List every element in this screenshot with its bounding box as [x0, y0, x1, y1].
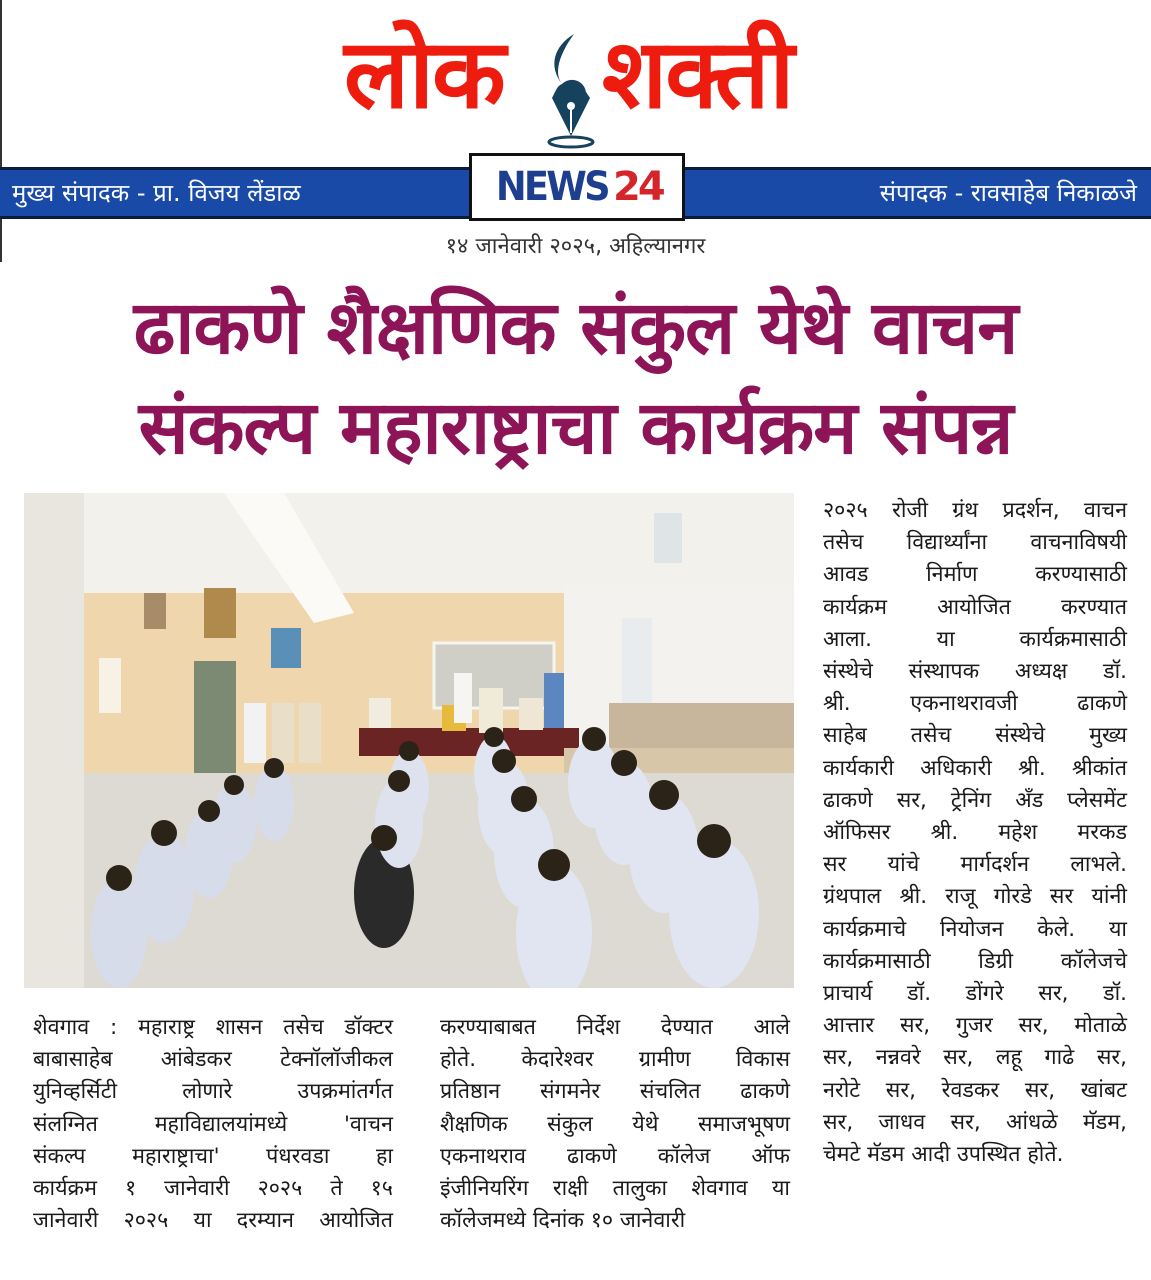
- column-line: आला. या कार्यक्रमासाठी: [823, 626, 1127, 652]
- column-line: आत्तार सर, गुजर सर, मोताळे: [823, 1013, 1127, 1039]
- column-line: करण्याबाबत निर्देश देण्यात आले: [440, 1015, 790, 1040]
- column-line: संलग्नित महाविद्यालयांमध्ये 'वाचन: [33, 1111, 393, 1137]
- article-column-1: [33, 1012, 393, 1237]
- news24-badge-text: NEWS: [496, 164, 609, 210]
- newspaper-logo: [340, 14, 840, 144]
- left-border-rule: [0, 0, 2, 262]
- column-line: ऑफिसर श्री. महेश मरकड: [823, 820, 1127, 846]
- event-photo: [24, 493, 794, 988]
- column-line: नरोटे सर, रेवडकर सर, खांबट: [823, 1077, 1127, 1103]
- column-line: आवड निर्माण करण्यासाठी: [823, 562, 1127, 588]
- column-line: सर यांचे मार्गदर्शन लाभले.: [823, 852, 1127, 878]
- column-line: प्रतिष्ठान संगमनेर संचलित ढाकणे: [440, 1079, 790, 1105]
- headline-line-2: संकल्प महाराष्ट्राचा कार्यक्रम संपन्न: [138, 385, 1013, 471]
- column-line: कार्यक्रम आयोजित करण्यात: [823, 594, 1127, 620]
- column-line: शैक्षणिक संकुल येथे समाजभूषण: [440, 1111, 790, 1137]
- column-line: कार्यक्रमासाठी डिग्री कॉलेजचे: [823, 948, 1127, 974]
- column-line: ढाकणे सर, ट्रेनिंग अँड प्लेसमेंट: [823, 787, 1127, 813]
- column-line: होते. केदारेश्वर ग्रामीण विकास: [440, 1047, 790, 1073]
- column-line: इंजीनियरिंग राक्षी तालुका शेवगाव या: [440, 1176, 790, 1202]
- masthead: [0, 0, 1151, 268]
- logo-word-shakti: शक्ती: [602, 18, 793, 130]
- chief-editor-credit: मुख्य संपादक - प्रा. विजय लेंडाळ: [12, 179, 301, 207]
- column-line: युनिव्हर्सिटी लोणारे उपक्रमांतर्गत: [33, 1079, 393, 1105]
- column-line: कार्यक्रम १ जानेवारी २०२५ ते १५: [33, 1176, 393, 1202]
- column-line: संस्थेचे संस्थापक अध्यक्ष डॉ.: [823, 659, 1127, 685]
- column-line: शेवगाव : महाराष्ट्र शासन तसेच डॉक्टर: [33, 1015, 393, 1040]
- news24-badge-number: 24: [613, 164, 663, 210]
- column-line: जानेवारी २०२५ या दरम्यान आयोजित: [33, 1208, 393, 1234]
- column-line: सर, जाधव सर, आंधळे मॅडम,: [823, 1109, 1127, 1135]
- column-line: चेमटे मॅडम आदी उपस्थित होते.: [823, 1142, 1064, 1168]
- column-line: श्री. एकनाथरावजी ढाकणे: [823, 691, 1127, 717]
- column-line: एकनाथराव ढाकणे कॉलेज ऑफ: [440, 1143, 790, 1169]
- dateline: १४ जानेवारी २०२५, अहिल्यानगर: [445, 234, 706, 259]
- column-line: सर, नन्नवरे सर, लहू गाढे सर,: [823, 1045, 1127, 1071]
- column-line: ग्रंथपाल श्री. राजू गोरडे सर यांनी: [823, 884, 1127, 910]
- column-line: कॉलेजमध्ये दिनांक १० जानेवारी: [440, 1208, 686, 1234]
- column-line: बाबासाहेब आंबेडकर टेक्नॉलॉजीकल: [33, 1047, 393, 1073]
- news24-badge: [469, 153, 685, 221]
- article-headline: [0, 278, 1151, 478]
- logo-word-lok: लोक: [344, 18, 504, 130]
- event-photo-illustration: [24, 493, 794, 988]
- headline-line-1: ढाकणे शैक्षणिक संकुल येथे वाचन: [133, 285, 1018, 371]
- editor-credit: संपादक - रावसाहेब निकाळजे: [879, 179, 1137, 207]
- column-line: कार्यकारी अधिकारी श्री. श्रीकांत: [823, 755, 1127, 781]
- column-line: तसेच विद्यार्थ्यांना वाचनाविषयी: [823, 530, 1127, 556]
- column-line: प्राचार्य डॉ. डोंगरे सर, डॉ.: [823, 981, 1127, 1007]
- column-line: २०२५ रोजी ग्रंथ प्रदर्शन, वाचन: [823, 498, 1127, 523]
- article-column-2: [440, 1012, 790, 1237]
- fountain-pen-nib-icon: [540, 32, 602, 152]
- column-line: कार्यक्रमाचे नियोजन केले. या: [823, 916, 1127, 942]
- article-column-3: [823, 495, 1127, 1171]
- column-line: साहेब तसेच संस्थेचे मुख्य: [823, 723, 1127, 749]
- column-line: संकल्प महाराष्ट्राचा' पंधरवडा हा: [33, 1143, 393, 1169]
